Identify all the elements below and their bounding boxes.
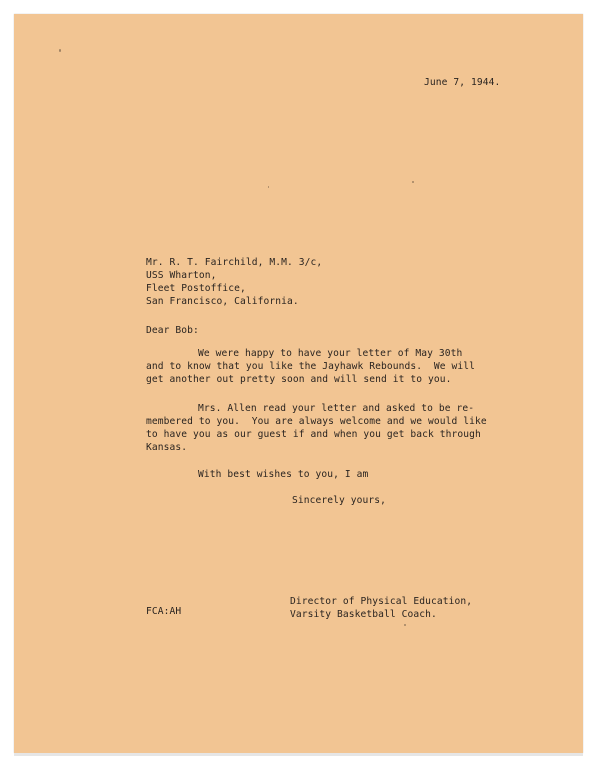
recipient-line-1: Mr. R. T. Fairchild, M.M. 3/c, <box>146 257 323 268</box>
letter-date: June 7, 1944. <box>424 77 501 88</box>
paper-speck <box>59 49 61 52</box>
paragraph-1-line-3: get another out pretty soon and will send it to you. <box>146 374 452 385</box>
paragraph-2-line-1: Mrs. Allen read your letter and asked to be re- <box>198 403 475 414</box>
signature-title-line-1: Director of Physical Education, <box>290 596 473 607</box>
salutation: Dear Bob: <box>146 325 199 336</box>
recipient-line-4: San Francisco, California. <box>146 296 299 307</box>
paragraph-3-line-1: With best wishes to you, I am <box>198 469 369 480</box>
recipient-line-2: USS Wharton, <box>146 270 217 281</box>
signature-title-line-2: Varsity Basketball Coach. <box>290 609 437 620</box>
typist-initials: FCA:AH <box>146 606 182 617</box>
paragraph-1-line-2: and to know that you like the Jayhawk Rebounds. We will <box>146 361 476 372</box>
paragraph-2-line-4: Kansas. <box>146 442 188 453</box>
paper-speck <box>412 181 414 183</box>
paragraph-2-line-3: to have you as our guest if and when you get back through <box>146 429 481 440</box>
paragraph-1-line-1: We were happy to have your letter of May 30th <box>198 348 463 359</box>
page-edge <box>14 753 583 756</box>
recipient-line-3: Fleet Postoffice, <box>146 283 246 294</box>
paragraph-2-line-2: membered to you. You are always welcome and we would like <box>146 416 487 427</box>
paper-speck <box>268 186 269 188</box>
closing: Sincerely yours, <box>292 495 387 506</box>
paper-speck <box>404 624 406 626</box>
